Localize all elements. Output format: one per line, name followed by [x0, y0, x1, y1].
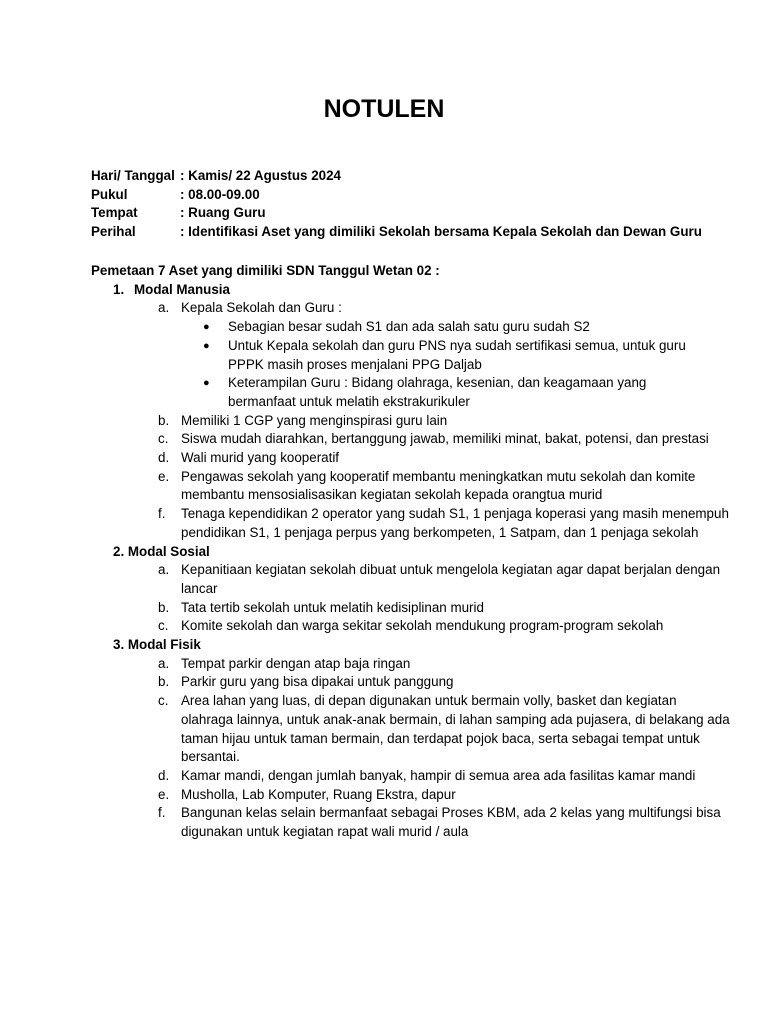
section-title: Modal Manusia: [134, 281, 230, 297]
list-item: [157, 804, 731, 841]
item-marker: d.: [158, 450, 170, 466]
bullet-icon: ●: [203, 321, 210, 334]
item-text: Pengawas sekolah yang kooperatif membantu meningkatkan mutu sekolah dan komite membantu mensosialisasikan kegiatan sekolah kepada orangtua murid: [181, 468, 696, 503]
item-text: Area lahan yang luas, di depan digunakan untuk bermain volly, basket dan kegiatan olahraga lainnya, untuk anak-anak bermain, di lahan samping ada pujasera, di belakang ada taman hijau untuk taman bermain, dan terdapat pojok baca, serta sebagai tempat untuk bersantai.: [181, 693, 730, 765]
item-marker: e.: [158, 786, 170, 802]
item-text: Bangunan kelas selain bermanfaat sebagai Proses KBM, ada 2 kelas yang multifungsi bisa digunakan untuk kegiatan rapat wali murid / aula: [181, 805, 721, 840]
meta-block: [91, 167, 702, 242]
bullet-text: Sebagian besar sudah S1 dan ada salah satu guru sudah S2: [228, 319, 590, 335]
meta-label: Perihal: [91, 224, 136, 240]
list-item: [157, 561, 731, 598]
meta-label: Tempat: [91, 205, 138, 221]
list-item: [157, 692, 731, 767]
list-item: [157, 655, 731, 674]
list-item: [157, 299, 731, 318]
item-marker: c.: [158, 693, 169, 709]
list-item: [157, 412, 731, 431]
section-heading: [113, 636, 731, 655]
list-item: [157, 673, 731, 692]
item-text: Tenaga kependidikan 2 operator yang sudah S1, 1 penjaga koperasi yang masih menempuh pendidikan S1, 1 penjaga perpus yang berkompeten, 1 Satpam, dan 1 penjaga sekolah: [181, 506, 729, 540]
intro-heading: Pemetaan 7 Aset yang dimiliki SDN Tanggul Wetan 02 :: [91, 263, 440, 278]
list-item: [157, 505, 731, 542]
item-marker: e.: [158, 468, 170, 484]
bullet-text: Untuk Kepala sekolah dan guru PNS nya sudah sertifikasi semua, untuk guru PPPK masih proses menjalani PPG Daljab: [228, 337, 686, 372]
item-marker: c.: [158, 618, 169, 634]
meta-label: Pukul: [91, 186, 128, 202]
meta-value: : Identifikasi Aset yang dimiliki Sekolah bersama Kepala Sekolah dan Dewan Guru: [180, 224, 702, 240]
list-item: [157, 430, 731, 449]
meta-row-place: [91, 204, 702, 223]
section-title: Modal Sosial: [127, 543, 210, 559]
item-marker: d.: [158, 767, 170, 783]
section-heading: [113, 543, 731, 562]
item-text: Tata tertib sekolah untuk melatih kedisiplinan murid: [181, 599, 484, 615]
list-item: [157, 617, 731, 636]
meta-value: : 08.00-09.00: [180, 186, 260, 202]
bullet-item: [201, 374, 731, 411]
item-text: Musholla, Lab Komputer, Ruang Ekstra, dapur: [181, 786, 456, 802]
bullet-text: Keterampilan Guru : Bidang olahraga, kesenian, dan keagamaan yang bermanfaat untuk melatih ekstrakurikuler: [228, 375, 647, 409]
list-item: [157, 449, 731, 468]
section-number: 2.: [113, 543, 125, 559]
bullet-icon: ●: [203, 339, 210, 352]
meta-row-date: [91, 167, 702, 186]
item-marker: c.: [158, 431, 169, 447]
meta-value: : Ruang Guru: [180, 205, 266, 221]
bullet-item: [201, 337, 731, 374]
item-text: Tempat parkir dengan atap baja ringan: [181, 655, 411, 671]
item-text: Wali murid yang kooperatif: [181, 450, 340, 466]
item-text: Memiliki 1 CGP yang menginspirasi guru lain: [181, 412, 448, 428]
document-title: NOTULEN: [323, 95, 445, 123]
bullet-icon: ●: [203, 377, 210, 390]
meta-value: : Kamis/ 22 Agustus 2024: [180, 168, 342, 183]
item-marker: b.: [158, 412, 170, 428]
item-text: Kepala Sekolah dan Guru :: [181, 300, 342, 316]
item-marker: b.: [158, 674, 170, 690]
item-marker: b.: [158, 599, 170, 615]
item-text: Parkir guru yang bisa dipakai untuk panggung: [181, 674, 454, 690]
notes-content: [91, 262, 731, 842]
section-title: Modal Fisik: [127, 637, 201, 653]
item-marker: a.: [158, 655, 170, 671]
section-number: 1.: [113, 281, 125, 297]
meta-row-subject: [91, 223, 702, 242]
list-item: [157, 786, 731, 805]
item-marker: a.: [158, 562, 170, 578]
item-text: Siswa mudah diarahkan, bertanggung jawab, memiliki minat, bakat, potensi, dan prestasi: [181, 431, 709, 447]
bullet-item: [201, 318, 731, 337]
item-marker: f.: [158, 805, 166, 821]
item-text: Komite sekolah dan warga sekitar sekolah mendukung program-program sekolah: [181, 618, 664, 634]
item-text: Kamar mandi, dengan jumlah banyak, hampir di semua area ada fasilitas kamar mandi: [181, 767, 696, 783]
item-marker: f.: [158, 506, 166, 522]
section-heading: [113, 281, 731, 300]
item-marker: a.: [158, 300, 170, 316]
list-item: [157, 599, 731, 618]
meta-row-time: [91, 186, 702, 205]
section-number: 3.: [113, 637, 125, 653]
meta-label: Hari/ Tanggal: [91, 168, 175, 183]
list-item: [157, 767, 731, 786]
item-text: Kepanitiaan kegiatan sekolah dibuat untuk mengelola kegiatan agar dapat berjalan dengan lancar: [181, 562, 721, 596]
list-item: [157, 468, 731, 505]
